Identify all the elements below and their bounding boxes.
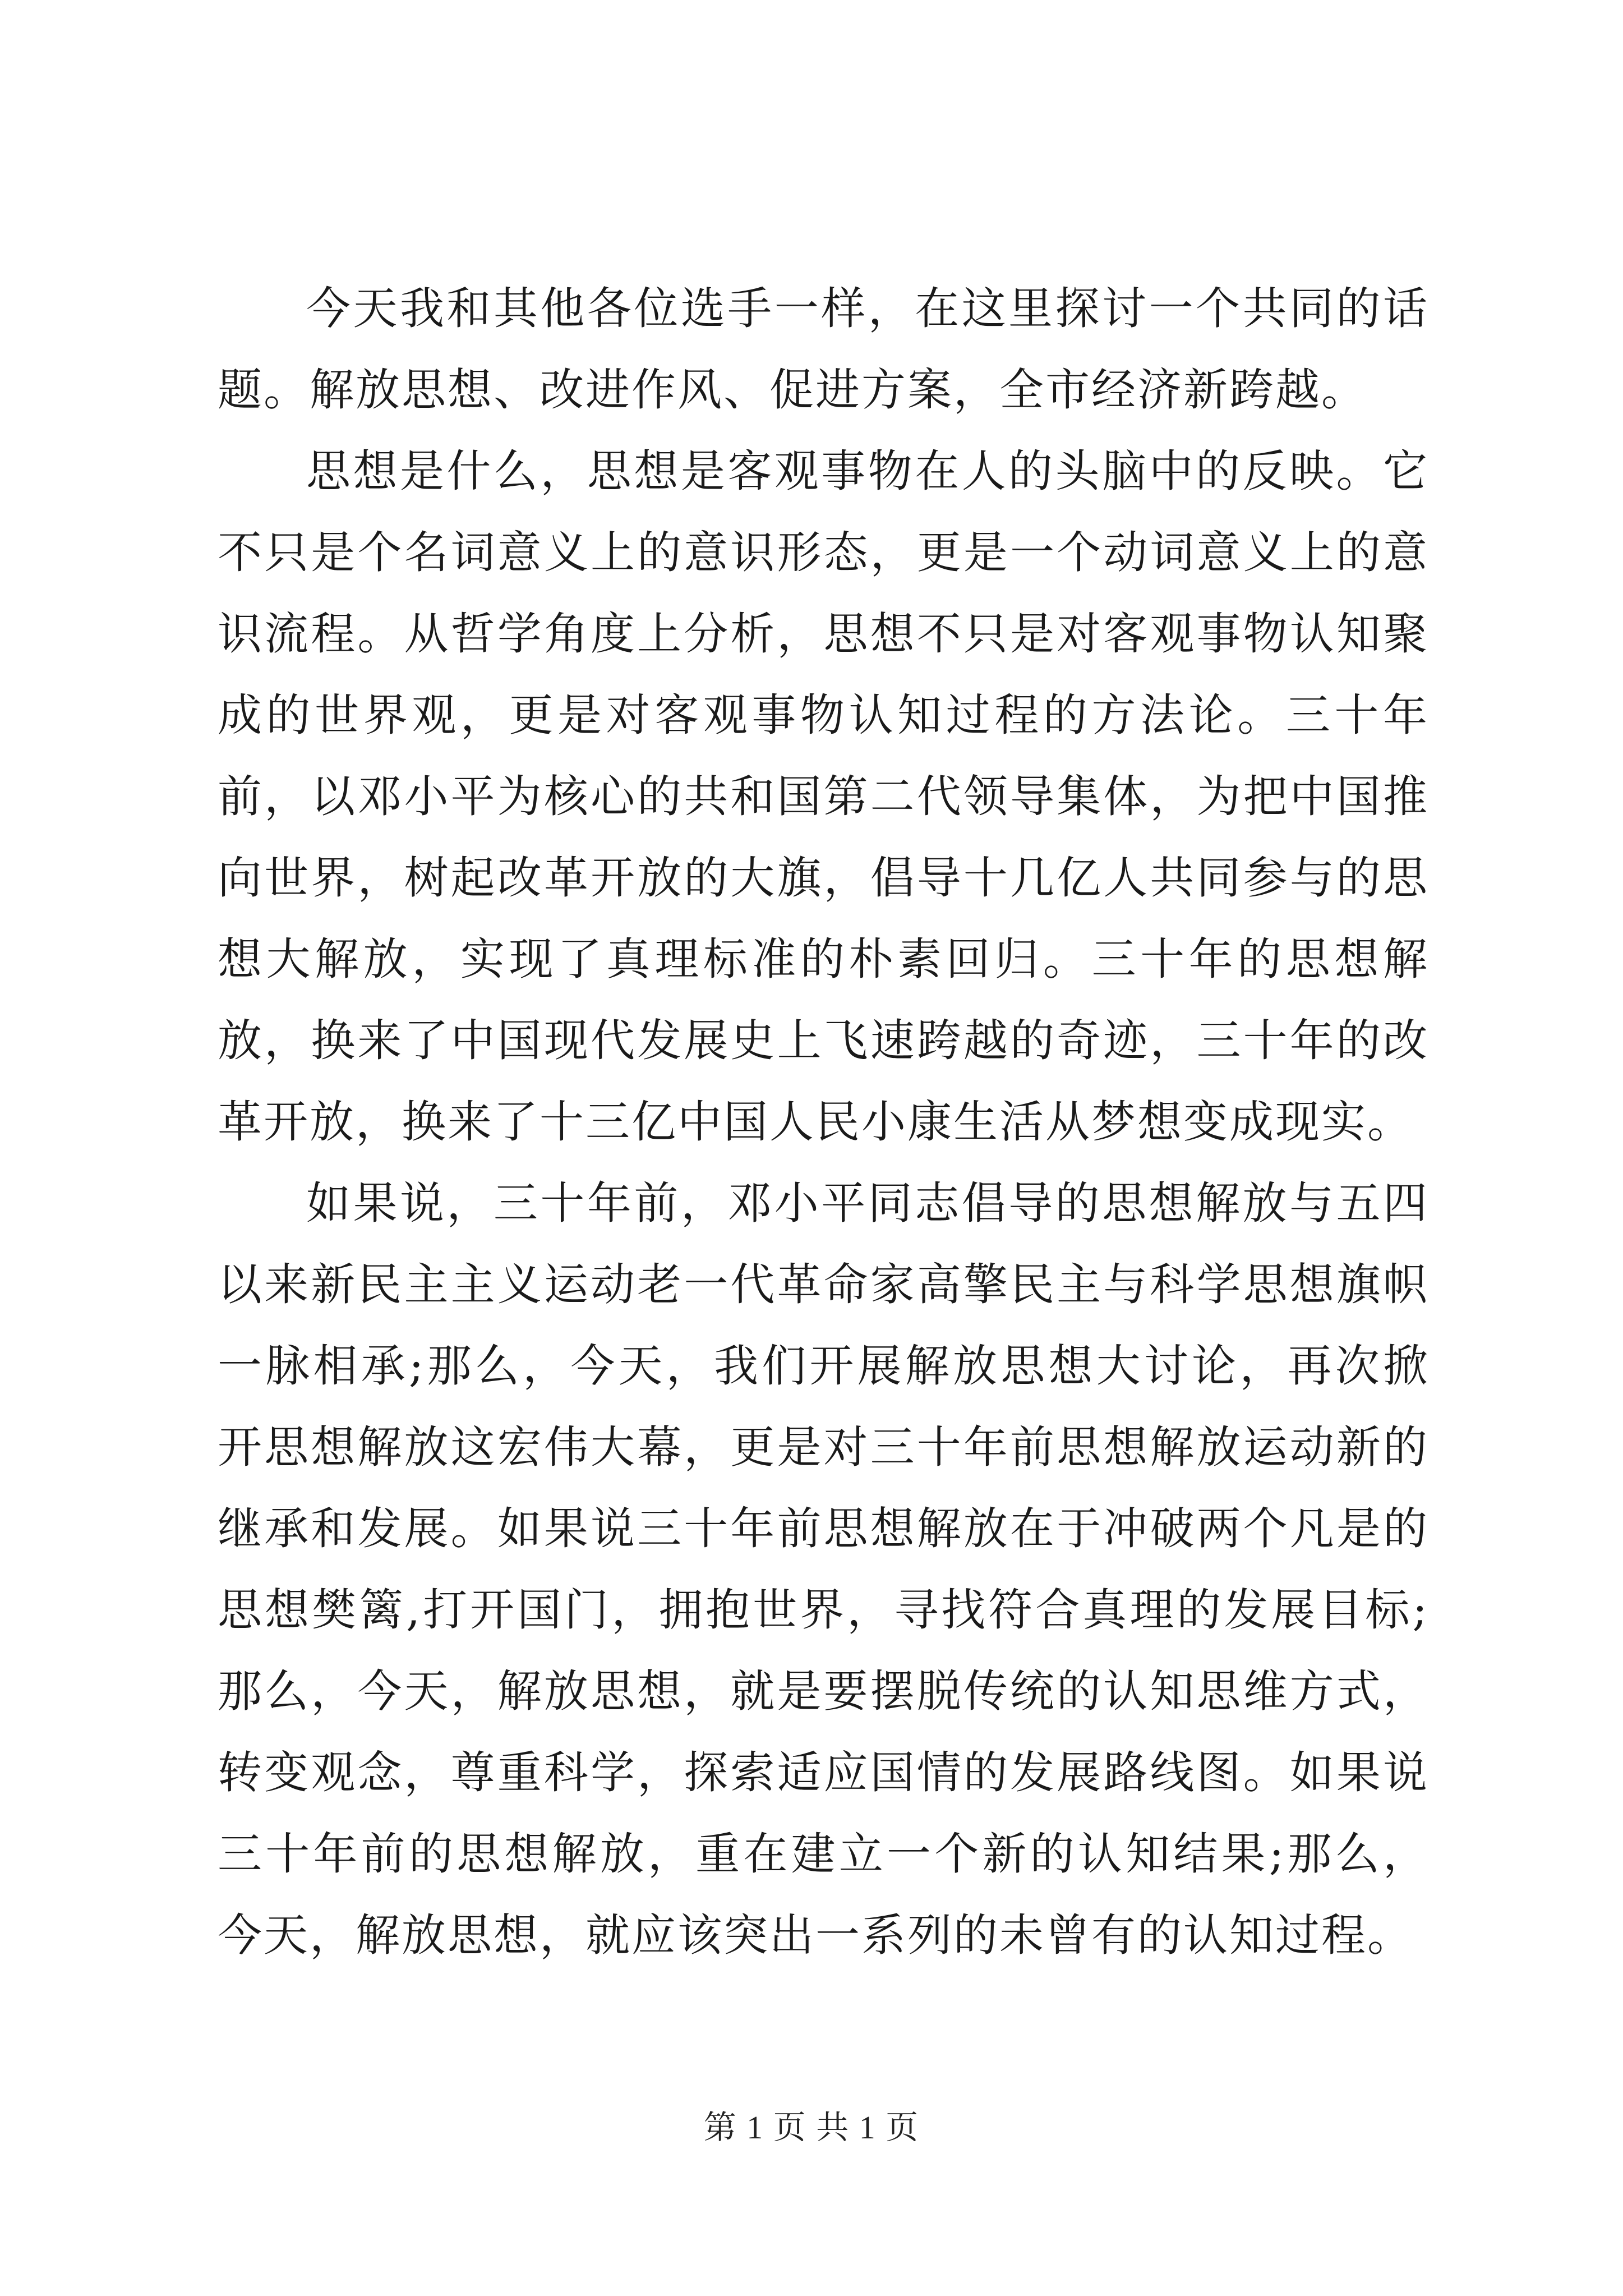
document-body: [218, 268, 1429, 1976]
paragraph-2: 思想是什么，思想是客观事物在人的头脑中的反映。它不只是个名词意义上的意识形态，更是一个动词意义上的意识流程。从哲学角度上分析，思想不只是对客观事物认知聚成的世界观，更是对客观事物认知过程的方法论。三十年前，以邓小平为核心的共和国第二代领导集体，为把中国推向世界，树起改革开放的大旗，倡导十几亿人共同参与的思想大解放，实现了真理标准的朴素回归。三十年的思想解放，换来了中国现代发展史上飞速跨越的奇迹，三十年的改革开放，换来了十三亿中国人民小康生活从梦想变成现实。: [218, 445, 1429, 1148]
paragraph-1: 今天我和其他各位选手一样，在这里探讨一个共同的话题。解放思想、改进作风、促进方案，全市经济新跨越。: [218, 283, 1429, 416]
paragraph-3: 如果说，三十年前，邓小平同志倡导的思想解放与五四以来新民主主义运动老一代革命家高擎民主与科学思想旗帜一脉相承;那么，今天，我们开展解放思想大讨论，再次掀开思想解放这宏伟大幕，更是对三十年前思想解放运动新的继承和发展。如果说三十年前思想解放在于冲破两个凡是的思想樊篱,打开国门，拥抱世界，寻找符合真理的发展目标;那么，今天，解放思想，就是要摆脱传统的认知思维方式，转变观念，尊重科学，探索适应国情的发展路线图。如果说三十年前的思想解放，重在建立一个新的认知结果;那么，今天，解放思想，就应该突出一系列的未曾有的认知过程。: [218, 1177, 1429, 1961]
page-number-footer: 第 1 页 共 1 页: [703, 2109, 920, 2146]
